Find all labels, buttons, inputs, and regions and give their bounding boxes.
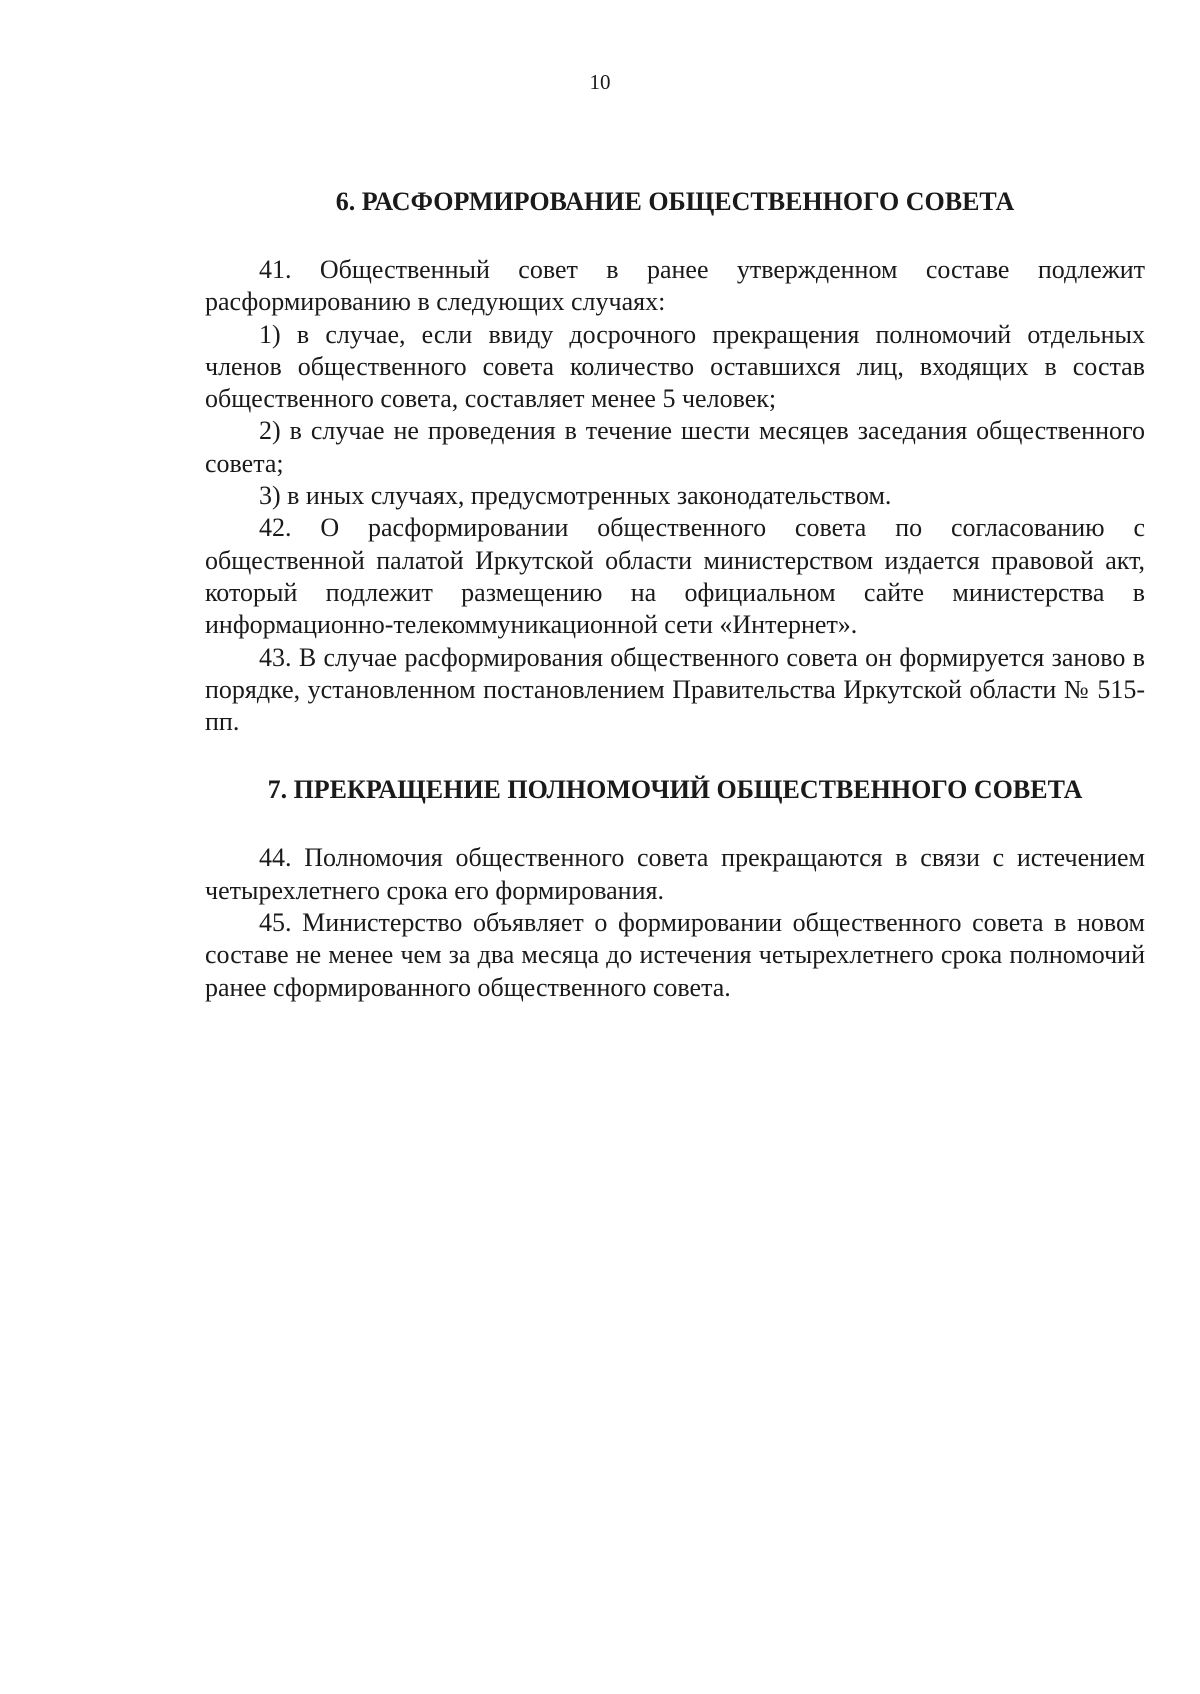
- paragraph-41: 41. Общественный совет в ранее утвержденном составе подлежит расформированию в следующих случаях:: [205, 255, 1145, 317]
- document-body: [205, 184, 1145, 1004]
- section-6-title: 6. РАСФОРМИРОВАНИЕ ОБЩЕСТВЕННОГО СОВЕТА: [335, 187, 1015, 216]
- paragraph-41-item-2: 2) в случае не проведения в течение шести месяцев заседания общественного совета;: [205, 416, 1145, 478]
- paragraph-44: 44. Полномочия общественного совета прекращаются в связи с истечением четырехлетнего срока его формирования.: [205, 843, 1145, 905]
- paragraph-42: 42. О расформировании общественного совета по согласованию с общественной палатой Иркутской области министерством издается правовой акт, который подлежит размещению на официальном сайте министерства в информационно-телекоммуникационной сети «Интернет».: [205, 513, 1145, 640]
- paragraph-41-item-3: 3) в иных случаях, предусмотренных законодательством.: [259, 481, 892, 511]
- paragraph-41-item-1: 1) в случае, если ввиду досрочного прекращения полномочий отдельных членов общественного совета количество оставшихся лиц, входящих в состав общественного совета, составляет менее 5 человек;: [205, 319, 1145, 414]
- paragraph-45: 45. Министерство объявляет о формировании общественного совета в новом составе не менее чем за два месяца до истечения четырехлетнего срока полномочий ранее сформированного общественного совета.: [205, 908, 1145, 1002]
- page-number: 10: [589, 70, 611, 94]
- section-7-title: 7. ПРЕКРАЩЕНИЕ ПОЛНОМОЧИЙ ОБЩЕСТВЕННОГО СОВЕТА: [267, 775, 1083, 805]
- paragraph-43: 43. В случае расформирования общественного совета он формируется заново в порядке, установленном постановлением Правительства Иркутской области № 515-пп.: [205, 642, 1145, 737]
